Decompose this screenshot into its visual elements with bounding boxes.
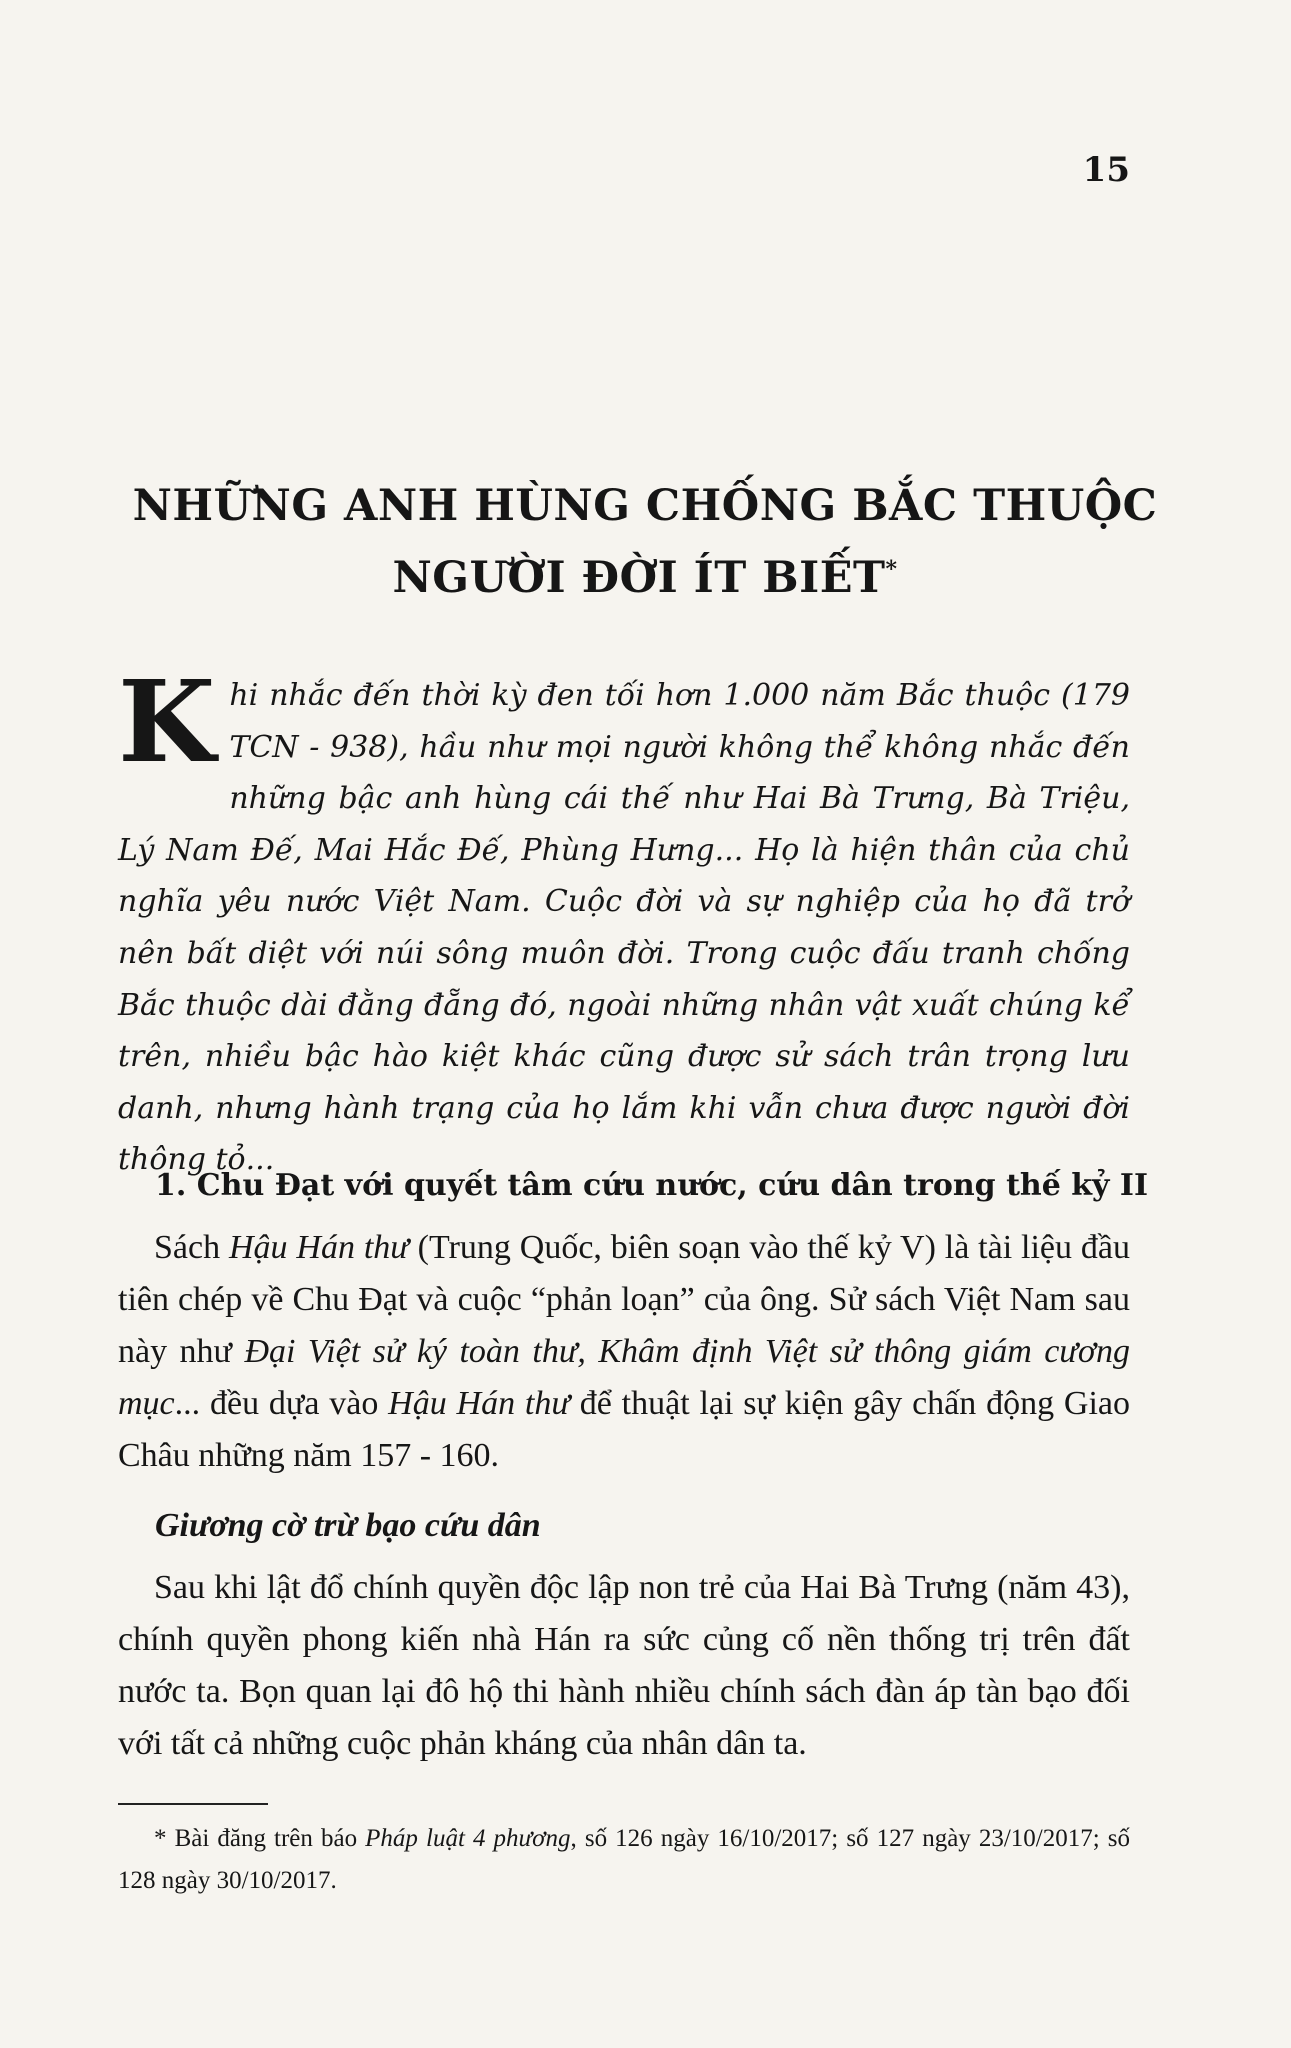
chapter-title-line-2 bbox=[60, 542, 1230, 614]
para1-italic-books-2: Đại Việt sử ký toàn thư, Khâm định Việt sử thông giám cương mục bbox=[118, 1333, 1131, 1422]
body-paragraph-1 bbox=[118, 1222, 1130, 1482]
para1-text-2: (Trung Quốc, biên soạn vào thế kỷ V) là tài liệu đầu tiên chép về Chu Đạt và cuộc “phản loạn” của ông. Sử sách Việt Nam sau này như bbox=[118, 1229, 1130, 1370]
footnote-divider bbox=[118, 1803, 268, 1805]
page-number: 15 bbox=[1082, 150, 1130, 190]
chapter-title-line-2-text: NGƯỜI ĐỜI ÍT BIẾT bbox=[392, 553, 886, 603]
drop-cap: K bbox=[118, 657, 216, 788]
body-paragraph-2: Sau khi lật đổ chính quyền độc lập non trẻ của Hai Bà Trưng (năm 43), chính quyền phong kiến nhà Hán ra sức củng cố nền thống trị trên đất nước ta. Bọn quan lại đô hộ thi hành nhiều chính sách đàn áp tàn bạo đối với tất cả những cuộc phản kháng của nhân dân ta. bbox=[118, 1569, 1130, 1762]
para1-text-3: ... đều dựa vào bbox=[174, 1385, 389, 1422]
intro-text: hi nhắc đến thời kỳ đen tối hơn 1.000 năm Bắc thuộc (179 TCN - 938), hầu như mọi người không thể không nhắc đến những bậc anh hùng cái thế như Hai Bà Trưng, Bà Triệu, Lý Nam Đế, Mai Hắc Đế, Phùng Hưng... Họ là hiện thân của chủ nghĩa yêu nước Việt Nam. Cuộc đời và sự nghiệp của họ đã trở nên bất diệt với núi sông muôn đời. Trong cuộc đấu tranh chống Bắc thuộc dài đằng đẵng đó, ngoài những nhân vật xuất chúng kể trên, nhiều bậc hào kiệt khác cũng được sử sách trân trọng lưu danh, nhưng hành trạng của họ lắm khi vẫn chưa được người đời thông tỏ... bbox=[118, 678, 1130, 1178]
footnote-text-2: , số 126 ngày 16/10/2017; số 127 ngày 23/10/2017; số 128 ngày 30/10/2017. bbox=[118, 1825, 1131, 1894]
para1-italic-book-3: Hậu Hán thư bbox=[388, 1385, 570, 1422]
footnote-marker: * bbox=[885, 556, 898, 583]
section-heading: 1. Chu Đạt với quyết tâm cứu nước, cứu dân trong thế kỷ II bbox=[155, 1168, 1149, 1203]
intro-paragraph bbox=[118, 657, 1130, 1186]
para1-text-1: Sách bbox=[154, 1229, 229, 1266]
footnote-text-1: * Bài đăng trên báo bbox=[154, 1825, 366, 1852]
chapter-title bbox=[60, 470, 1230, 614]
sub-heading: Giương cờ trừ bạo cứu dân bbox=[155, 1507, 541, 1544]
chapter-title-line-1: NHỮNG ANH HÙNG CHỐNG BẮC THUỘC bbox=[132, 481, 1158, 531]
para1-text-4: để thuật lại sự kiện gây chấn động Giao Châu những năm 157 - 160. bbox=[118, 1385, 1130, 1474]
para1-italic-book-1: Hậu Hán thư bbox=[228, 1229, 409, 1266]
footnote-newspaper-name: Pháp luật 4 phương bbox=[365, 1825, 571, 1852]
footnote bbox=[118, 1818, 1130, 1902]
